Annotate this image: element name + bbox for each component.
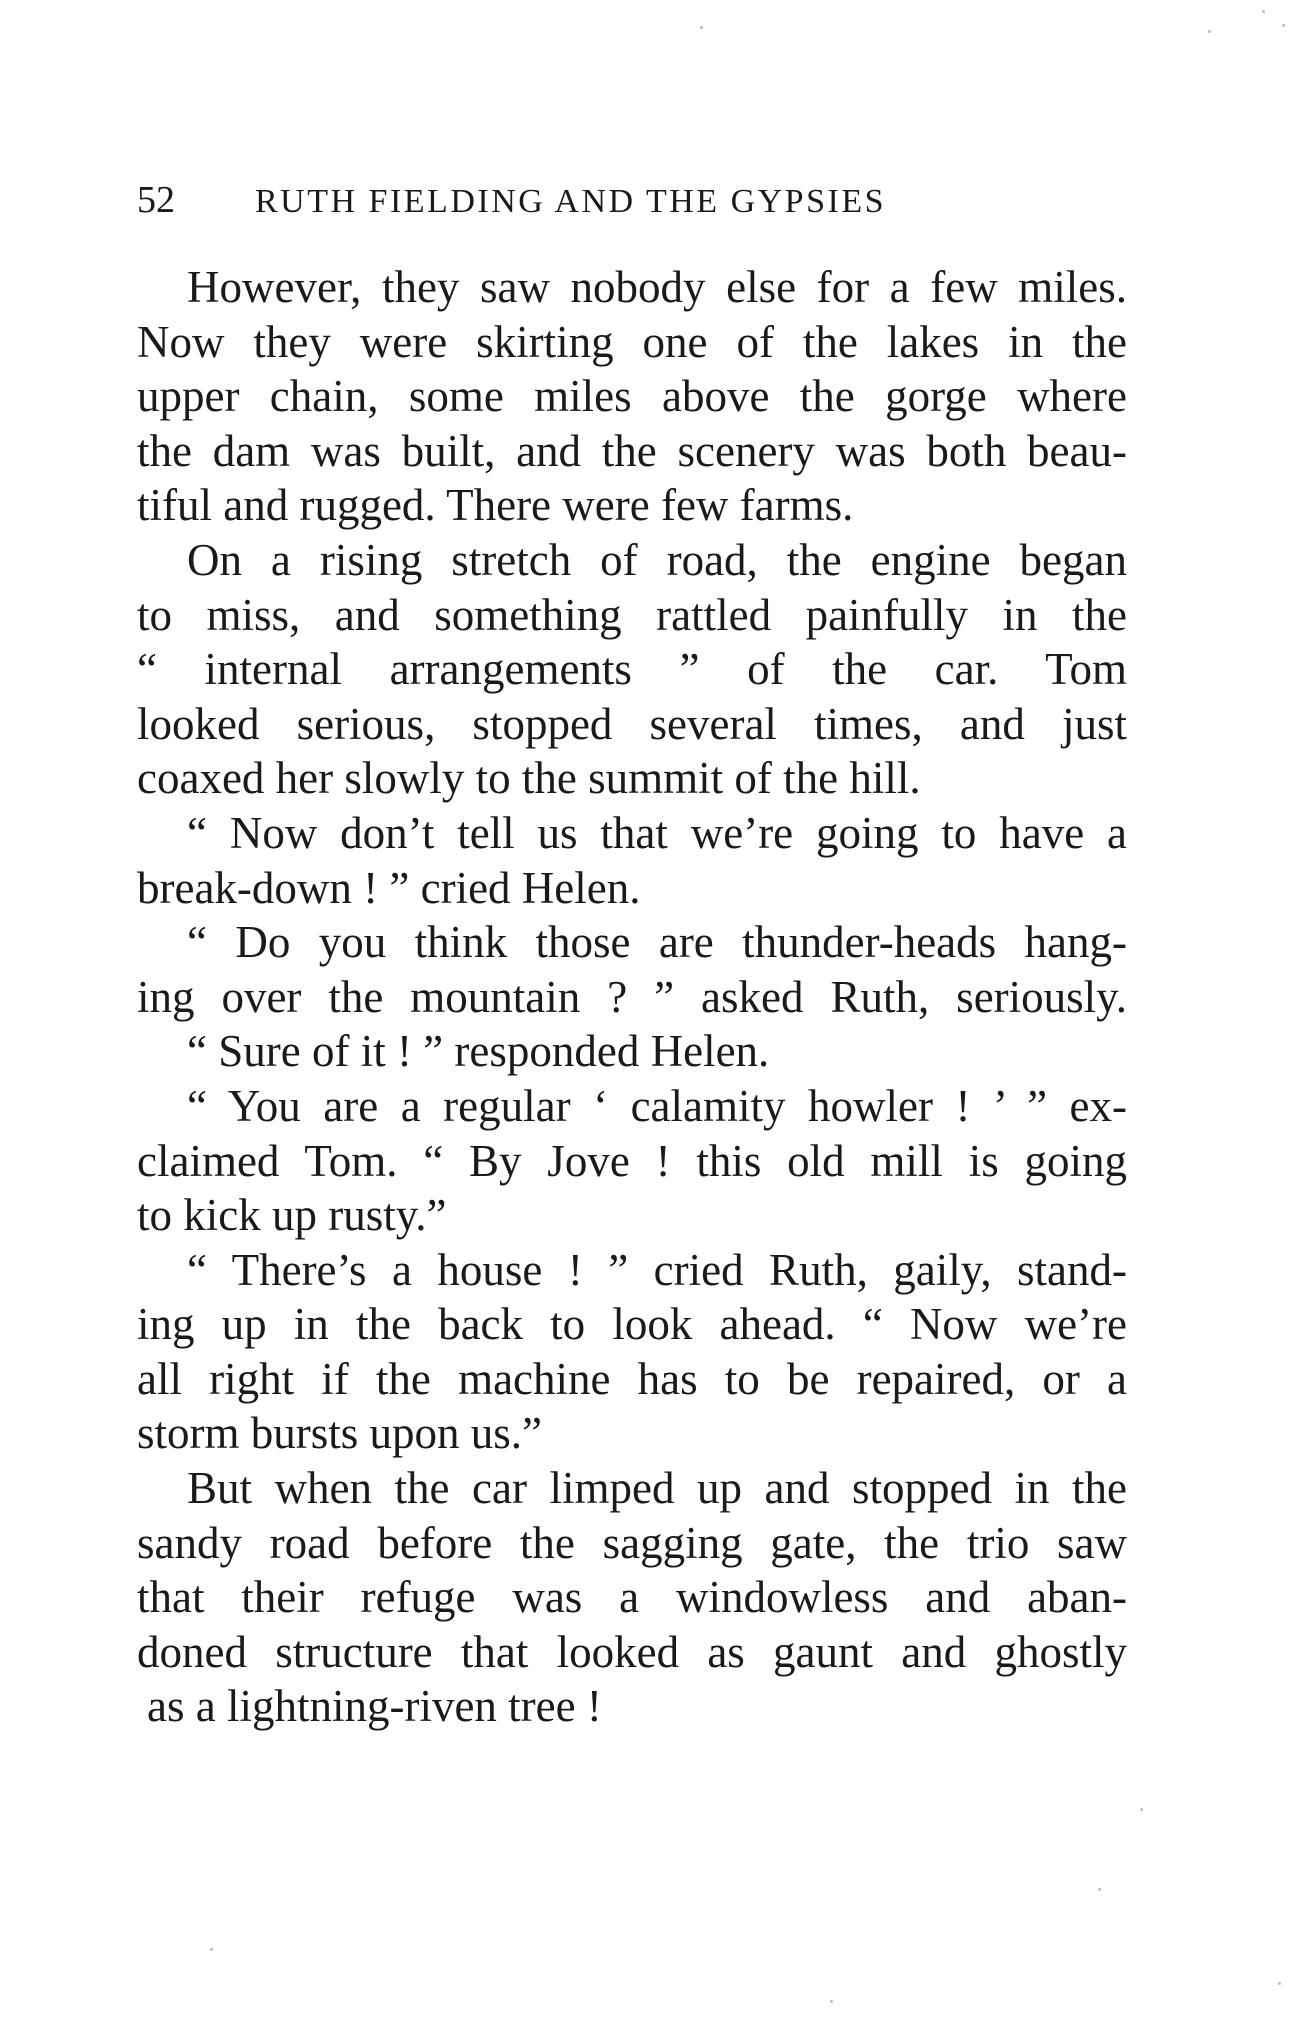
text-line: sandy road before the sagging gate, the trio saw xyxy=(137,1517,1127,1568)
paper-speck xyxy=(1098,1888,1101,1891)
paper-speck xyxy=(1278,1982,1281,1985)
text-line: “ Do you think those are thunder-heads hang- xyxy=(187,917,1127,968)
text-line: that their refuge was a windowless and aban- xyxy=(137,1572,1127,1623)
running-head xyxy=(137,178,1127,224)
book-title: RUTH FIELDING AND THE GYPSIES xyxy=(255,183,886,220)
text-line: On a rising stretch of road, the engine began xyxy=(187,534,1127,585)
text-line: as a lightning-riven tree ! xyxy=(147,1681,602,1732)
body-text xyxy=(137,260,1127,1734)
text-line: claimed Tom. “ By Jove ! this old mill is going xyxy=(137,1135,1127,1186)
text-line: But when the car limped up and stopped in the xyxy=(187,1463,1127,1514)
text-line: to kick up rusty.” xyxy=(137,1190,447,1241)
text-line: upper chain, some miles above the gorge where xyxy=(137,371,1127,422)
text-line: doned structure that looked as gaunt and ghostly xyxy=(137,1626,1127,1677)
text-line: “ You are a regular ‘ calamity howler ! ’ ” ex- xyxy=(187,1080,1127,1131)
text-line: “ internal arrangements ” of the car. Tom xyxy=(137,644,1127,695)
text-line: storm bursts upon us.” xyxy=(137,1408,542,1459)
text-line: ing over the mountain ? ” asked Ruth, seriously. xyxy=(137,971,1127,1022)
paper-speck xyxy=(1282,24,1285,27)
text-line: “ There’s a house ! ” cried Ruth, gaily, stand- xyxy=(187,1244,1127,1295)
text-line: break-down ! ” cried Helen. xyxy=(137,862,641,913)
paper-speck xyxy=(700,26,703,29)
text-line: the dam was built, and the scenery was both beau- xyxy=(137,425,1127,476)
paper-speck xyxy=(1140,1808,1143,1811)
text-line: Now they were skirting one of the lakes in the xyxy=(137,316,1127,367)
text-line: all right if the machine has to be repaired, or a xyxy=(137,1353,1127,1404)
paper-speck xyxy=(210,1948,213,1951)
text-line: However, they saw nobody else for a few miles. xyxy=(187,262,1127,312)
text-line: “ Sure of it ! ” responded Helen. xyxy=(187,1026,770,1077)
paper-speck xyxy=(1208,30,1211,33)
text-line: ing up in the back to look ahead. “ Now we’re xyxy=(137,1299,1127,1350)
text-line: looked serious, stopped several times, and just xyxy=(137,698,1127,749)
text-line: coaxed her slowly to the summit of the hill. xyxy=(137,753,921,804)
paper-speck xyxy=(830,2000,833,2003)
paper-speck xyxy=(1262,10,1265,13)
page-number: 52 xyxy=(137,179,175,221)
text-line: tiful and rugged. There were few farms. xyxy=(137,480,854,531)
text-line: to miss, and something rattled painfully in the xyxy=(137,589,1127,640)
text-line: “ Now don’t tell us that we’re going to have a xyxy=(187,807,1127,858)
